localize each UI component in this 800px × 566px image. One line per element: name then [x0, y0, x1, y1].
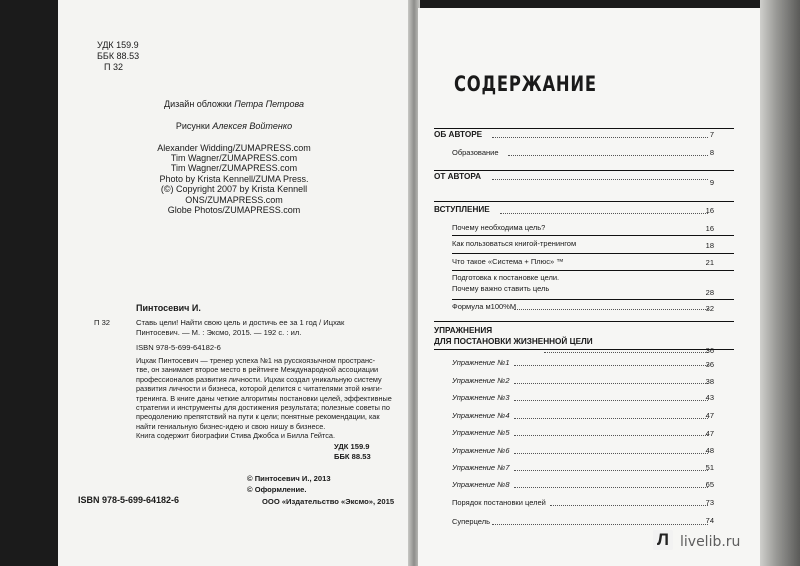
dot-leader [514, 453, 708, 454]
dot-leader [514, 418, 708, 419]
toc-entry[interactable]: Подготовка к постановке цели. [452, 273, 560, 282]
bbk-bottom: ББК 88.53 [334, 452, 371, 461]
isbn-small: ISBN 978-5-699-64182-6 [136, 343, 221, 352]
entry-rule [452, 299, 734, 300]
section-rule [434, 201, 734, 202]
page-number: 47 [705, 429, 714, 438]
dot-leader [514, 365, 708, 366]
toc-entry[interactable]: Суперцель [452, 517, 490, 526]
page-number: 47 [705, 411, 714, 420]
dot-leader [514, 487, 708, 488]
copyright-line: ООО «Издательство «Эксмо», 2015 [262, 497, 395, 506]
photo-credit: Tim Wagner/ZUMAPRESS.com [170, 163, 298, 173]
section-rule [434, 321, 734, 322]
toc-entry[interactable]: Упражнение №4 [452, 411, 510, 420]
photo-credit: Photo by Krista Kennell/ZUMA Press. [159, 174, 309, 184]
toc-entry[interactable]: Упражнение №2 [452, 376, 510, 385]
dot-leader [492, 524, 708, 525]
toc-section-about-author[interactable]: ОБ АВТОРЕ [434, 130, 483, 139]
annotation: Ицхак Пинтосевич — тренер успеха №1 на русскоязычном пространс- тве, он занимает второе место в рейтинге Международной ассоциации профессионалов развития личности. Ицхак создал уникальную систему развития личности и бизнеса, которой делится с читателями этой книги- тренинга. В книге даны четкие алгоритмы постановки целей, эффективные стратегии и инструменты для достижения результата; полезные советы по преодолению препятствий на пути к цели; понятные рекомендации, как найти гениальную бизнес-идею и свою нишу в бизнесе. Книга содержит биографии Стива Джобса и Билла Гейтса. [136, 356, 392, 441]
dot-leader [550, 505, 708, 506]
dot-leader [514, 470, 708, 471]
page-number: 36 [705, 360, 714, 369]
photo-credit: (©) Copyright 2007 by Krista Kennell [160, 184, 308, 194]
author-heading: Пинтосевич И. [136, 303, 201, 313]
toc-entry[interactable]: Почему важно ставить цель [452, 284, 550, 293]
dot-leader [514, 435, 708, 436]
dot-leader [492, 179, 708, 180]
bbk-line: ББК 88.53 [97, 51, 140, 61]
page-number: 21 [705, 258, 714, 267]
livelib-logo[interactable]: Л [653, 530, 673, 550]
toc-entry[interactable]: Упражнение №7 [452, 463, 510, 472]
toc-entry[interactable]: Что такое «Система + Плюс» ™ [452, 257, 564, 266]
dot-leader [514, 309, 708, 310]
entry-rule [452, 253, 734, 254]
cover-design-credit: Дизайн обложки Петра Петрова [164, 99, 304, 109]
udk-bottom: УДК 159.9 [334, 442, 370, 451]
dot-leader [514, 400, 708, 401]
dot-leader [514, 383, 708, 384]
page-number: 43 [705, 393, 714, 402]
right-page [418, 8, 770, 566]
toc-entry[interactable]: Как пользоваться книгой-тренингом [452, 239, 577, 248]
photo-credit: Alexander Widding/ZUMAPRESS.com [157, 143, 311, 153]
dot-leader [492, 137, 708, 138]
page-number: 28 [705, 288, 714, 297]
page-number: 65 [705, 480, 714, 489]
toc-section-introduction[interactable]: ВСТУПЛЕНИЕ [434, 205, 490, 214]
toc-entry[interactable]: Формула м100%М [452, 302, 517, 311]
dot-leader [544, 352, 708, 353]
catalog-code: П 32 [94, 318, 111, 327]
catalog-entry-line: Пинтосевич. — М. : Эксмо, 2015. — 192 с. : ил. [136, 328, 302, 337]
photo-credit: Globe Photos/ZUMAPRESS.com [167, 205, 301, 215]
page-number: 51 [705, 463, 714, 472]
toc-section-from-author[interactable]: ОТ АВТОРА [434, 172, 481, 181]
photo-credit: Tim Wagner/ZUMAPRESS.com [170, 153, 298, 163]
page-number: 36 [705, 346, 714, 355]
toc-entry[interactable]: Образование [452, 148, 499, 157]
isbn-bottom: ISBN 978-5-699-64182-6 [78, 495, 180, 505]
toc-entry[interactable]: Упражнение №6 [452, 446, 510, 455]
udk-line: УДК 159.9 [97, 40, 139, 50]
page-number: 16 [705, 224, 714, 233]
page-number: 32 [705, 304, 714, 313]
toc-entry[interactable]: Упражнение №8 [452, 480, 510, 489]
catalog-entry-line: Ставь цели! Найти свою цель и достичь ее за 1 год / Ицхак [136, 318, 345, 327]
page-number: 7 [709, 130, 714, 139]
author-mark: П 32 [104, 62, 123, 72]
illustrations-credit: Рисунки Алексея Войтенко [175, 121, 293, 131]
page-number: 8 [709, 148, 714, 157]
entry-rule [452, 270, 734, 271]
section-rule [434, 170, 734, 171]
page-number: 48 [705, 446, 714, 455]
entry-rule [452, 235, 734, 236]
page-number: 18 [705, 241, 714, 250]
dot-leader [508, 155, 708, 156]
photo-credit: ONS/ZUMAPRESS.com [185, 195, 283, 205]
dot-leader [500, 213, 708, 214]
page-number: 16 [705, 206, 714, 215]
toc-entry[interactable]: Почему необходима цель? [452, 223, 546, 232]
left-page [58, 0, 410, 566]
page-number: 73 [705, 498, 714, 507]
page-stack-edge [760, 0, 800, 566]
toc-title: СОДЕРЖАНИЕ [454, 72, 597, 96]
page-number: 74 [705, 516, 714, 525]
section-rule [434, 349, 734, 350]
toc-entry[interactable]: Упражнение №1 [452, 358, 510, 367]
toc-section-exercises[interactable]: УПРАЖНЕНИЯ [434, 326, 493, 335]
page-number: 9 [709, 178, 714, 187]
section-rule [434, 128, 734, 129]
watermark: livelib.ru [680, 534, 741, 550]
toc-section-exercises-sub[interactable]: ДЛЯ ПОСТАНОВКИ ЖИЗНЕННОЙ ЦЕЛИ [434, 337, 593, 346]
page-number: 38 [705, 377, 714, 386]
toc-entry[interactable]: Упражнение №5 [452, 428, 510, 437]
toc-entry[interactable]: Упражнение №3 [452, 393, 510, 402]
copyright-line: © Оформление. [247, 485, 307, 494]
toc-entry[interactable]: Порядок постановки целей [452, 498, 546, 507]
copyright-line: © Пинтосевич И., 2013 [247, 474, 331, 483]
